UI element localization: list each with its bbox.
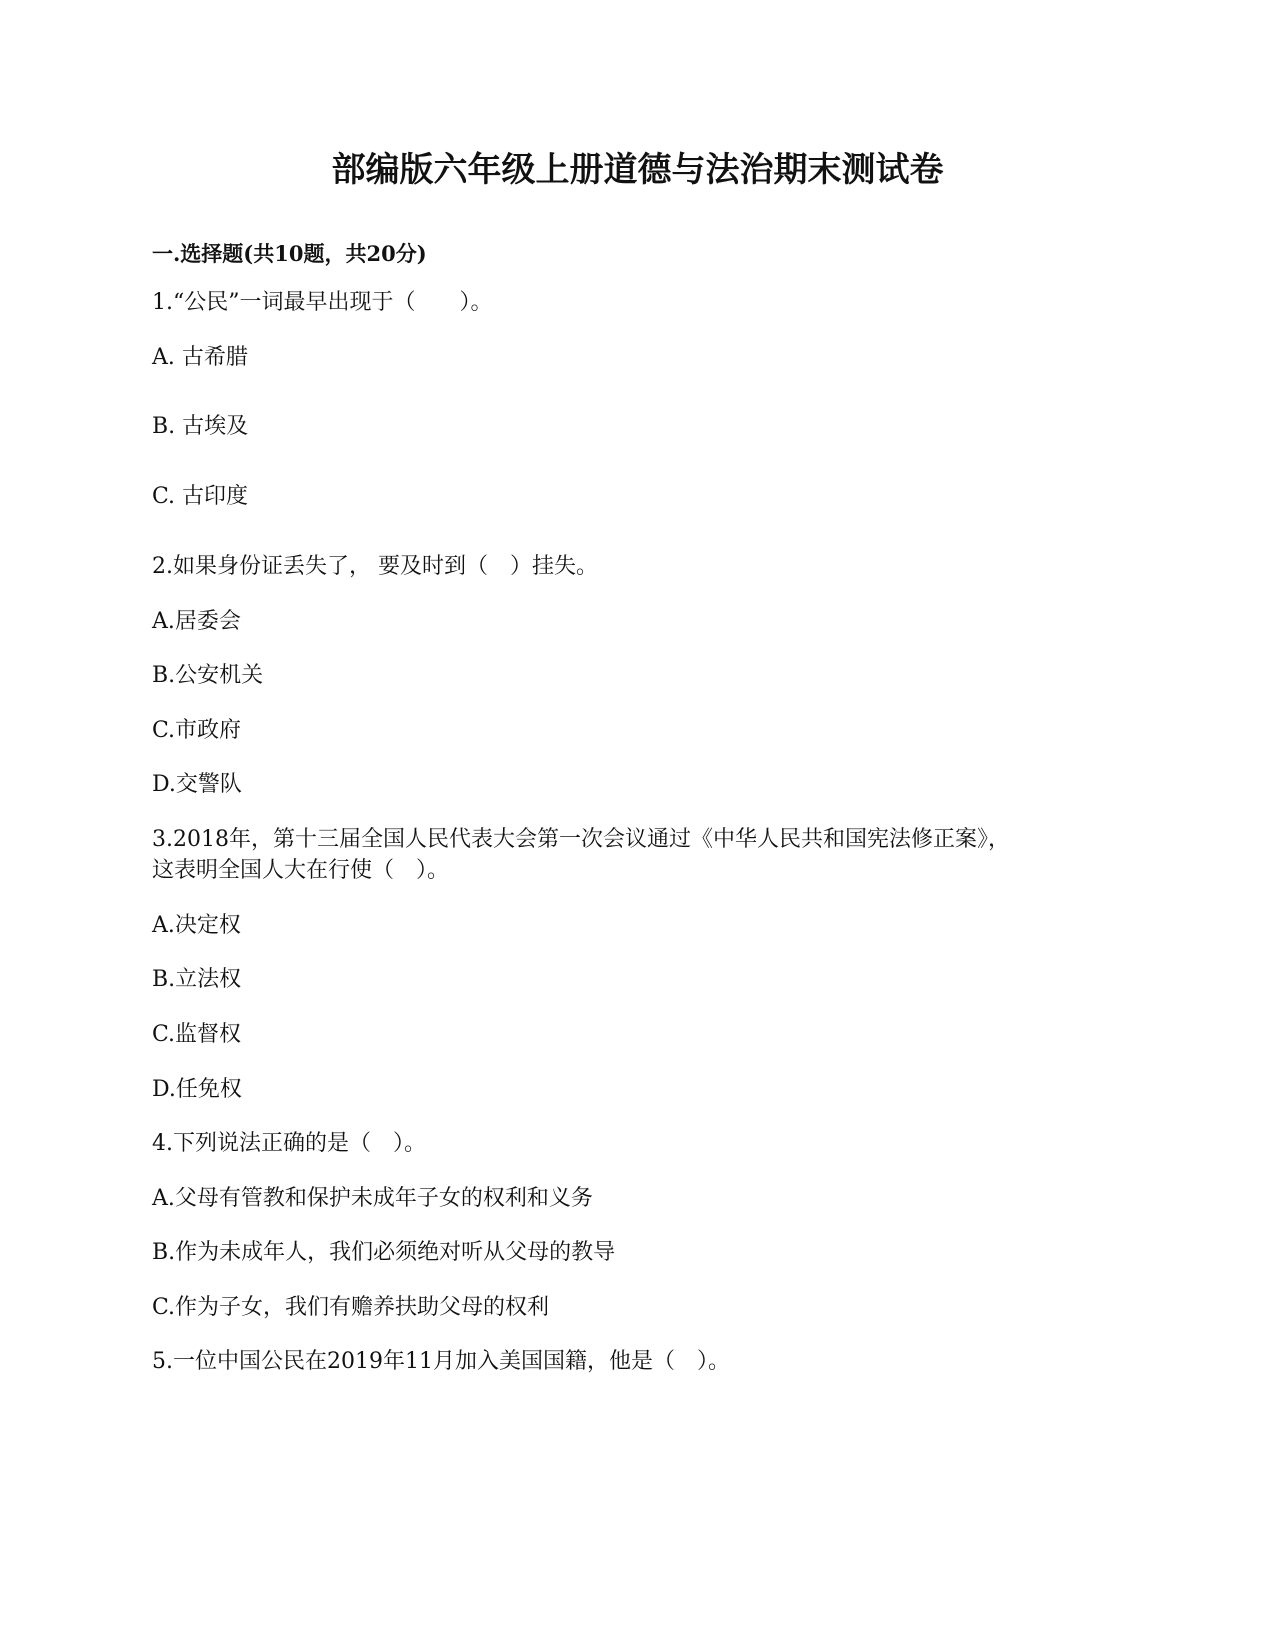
question-3-option-a: A.决定权: [152, 913, 241, 938]
question-1-option-b: B. 古埃及: [152, 414, 249, 439]
question-3-option-c: C.监督权: [152, 1022, 242, 1047]
question-3-stem-line-1: 3.2018年，第十三届全国人民代表大会第一次会议通过《中华人民共和国宪法修正案》，: [152, 827, 1010, 852]
question-5-stem: 5.一位中国公民在2019年11月加入美国国籍，他是（ ）。: [152, 1349, 730, 1374]
question-2-option-c: C.市政府: [152, 718, 242, 743]
question-1-option-c: C. 古印度: [152, 484, 249, 509]
section-heading: 一.选择题(共10题，共20分): [152, 241, 427, 266]
question-1-option-a: A. 古希腊: [152, 345, 248, 370]
question-2-stem: 2.如果身份证丢失了， 要及时到（ ）挂失。: [152, 554, 598, 579]
question-3-stem-line-2: 这表明全国人大在行使（ ）。: [152, 858, 450, 883]
question-4-stem: 4.下列说法正确的是（ ）。: [152, 1131, 426, 1156]
question-4-option-c: C.作为子女，我们有赡养扶助父母的权利: [152, 1295, 550, 1320]
question-4-option-b: B.作为未成年人，我们必须绝对听从父母的教导: [152, 1240, 616, 1265]
question-2-option-b: B.公安机关: [152, 663, 264, 688]
question-4-option-a: A.父母有管教和保护未成年子女的权利和义务: [152, 1186, 593, 1211]
page-title: 部编版六年级上册道德与法治期末测试卷: [331, 150, 944, 190]
question-2-option-d: D.交警队: [152, 772, 242, 797]
question-3-option-d: D.任免权: [152, 1077, 242, 1102]
question-1-stem: 1.“公民”一词最早出现于（ ）。: [152, 290, 493, 315]
question-2-option-a: A.居委会: [152, 609, 241, 634]
question-3-option-b: B.立法权: [152, 967, 242, 992]
